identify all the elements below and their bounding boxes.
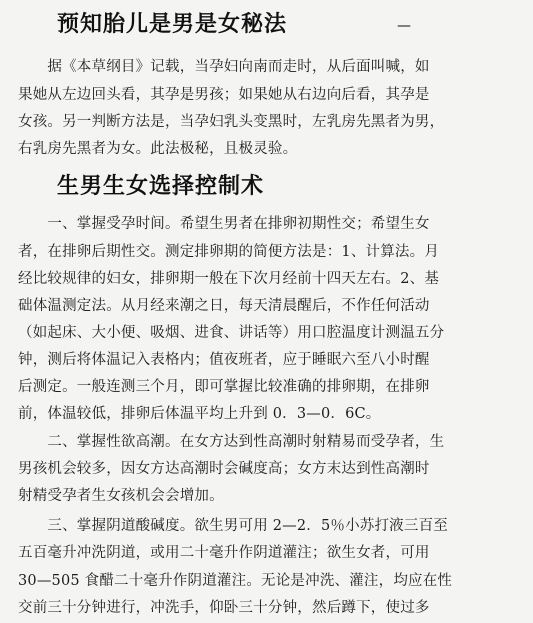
- paragraph-line: 础体温测定法。从月经来潮之日，每天清晨醒后，不作任何活动: [18, 298, 430, 314]
- paragraph-line: 后测定。一般连测三个月，即可掌握比较准确的排卵期，在排卵: [18, 379, 430, 395]
- paragraph-line: 据《本草纲目》记载，当孕妇向南而走时，从后面叫喊，如: [18, 59, 430, 75]
- paragraph-line: 男孩机会较多，因女方达高潮时会碱度高；女方末达到性高潮时: [18, 461, 430, 477]
- paragraph-line: 五百毫升冲洗阴道，或用二十毫升作阴道灌注；欲生女者，可用: [18, 545, 430, 561]
- paragraph-line: 交前三十分钟进行，冲洗手，仰卧三十分钟，然后蹲下，使过多: [18, 600, 430, 616]
- dash-mark: —: [397, 18, 411, 34]
- paragraph-line: 钟，测后将体温记入表格内；值夜班者，应于睡眠六至八小时醒: [18, 352, 430, 368]
- paragraph-line: 二、掌握性欲高潮。在女方达到性高潮时射精易而受孕者，生: [18, 434, 445, 450]
- paragraph-line: 一、掌握受孕时间。希望生男者在排卵初期性交；希望生女: [18, 216, 430, 232]
- paragraph-line: 果她从左边回头看，其孕是男孩；如果她从右边向后看，其孕是: [18, 87, 430, 103]
- paragraph-line: 女孩。另一判断方法是，当孕妇乳头变黑时，左乳房先黑者为男，: [18, 114, 445, 130]
- paragraph-line: 经比较规律的妇女，排卵期一般在下次月经前十四天左右。2、基: [18, 271, 440, 287]
- paragraph-line: 右乳房先黑者为女。此法极秘，且极灵验。: [18, 141, 298, 157]
- paragraph-line: 射精受孕者生女孩机会会增加。: [18, 488, 224, 504]
- paragraph-line: 前，体温较低，排卵后体温平均上升到 0．3—0．6C。: [18, 406, 381, 422]
- paragraph-line: 三、掌握阴道酸碱度。欲生男可用 2—2．5％小苏打液三百至: [18, 518, 448, 534]
- paragraph-line: 者，在排卵后期性交。测定排卵期的简便方法是：1、计算法。月: [18, 244, 440, 260]
- paragraph-line: （如起床、大小便、吸烟、进食、讲话等）用口腔温度计测温五分: [18, 325, 445, 341]
- paragraph-line: 30—505 食醋二十毫升作阴道灌注。无论是冲洗、灌注，均应在性: [18, 573, 453, 589]
- section-title: 预知胎儿是男是女秘法: [57, 12, 288, 37]
- section-title: 生男生女选择控制术: [57, 174, 265, 199]
